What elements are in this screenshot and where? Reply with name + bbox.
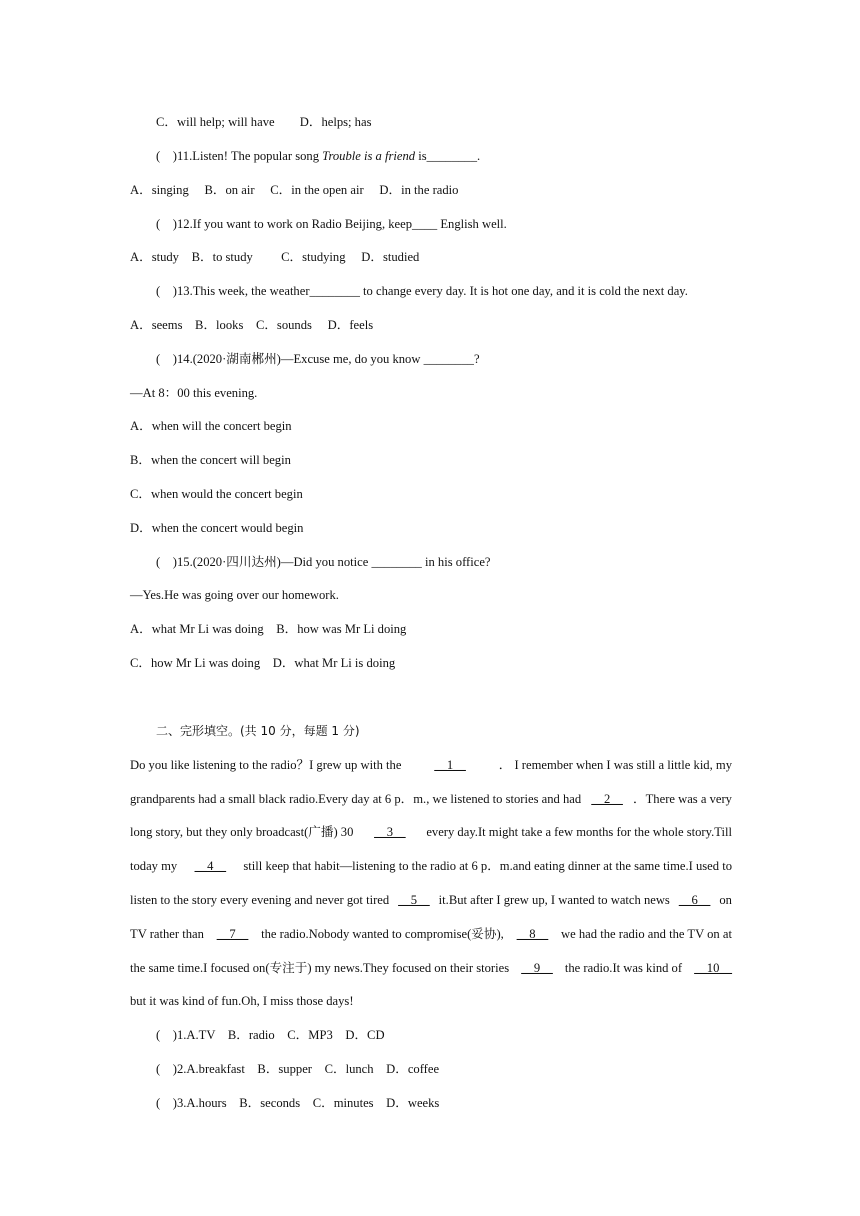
q12-options: A．study B．to study C．studying D．studied: [130, 250, 420, 264]
q15-answer: —Yes.He was going over our homework.: [130, 588, 339, 602]
section-heading-cloze: 二、完形填空。(共 10 分，每题 1 分): [156, 724, 360, 738]
q11-stem-post: is________.: [415, 149, 481, 163]
passage-text: the radio.It was kind of: [564, 961, 683, 975]
blank-10: __10__: [694, 961, 732, 975]
passage-text: it.But after I grew up, I wanted to watch news: [438, 893, 670, 907]
cloze-q1: ( )1.A.TV B．radio C．MP3 D．CD: [156, 1028, 385, 1042]
q14-answer: —At 8：00 this evening.: [130, 386, 258, 400]
q15-options-cd: C．how Mr Li was doing D．what Mr Li is doing: [130, 656, 396, 670]
q14-option-a: A．when will the concert begin: [130, 419, 292, 433]
passage-line-4: [130, 858, 732, 874]
q10-options-cd: C．will help; will have D．helps; has: [156, 115, 372, 129]
q11-song-title: Trouble is a friend: [322, 149, 416, 163]
passage-text: ．There was a very: [633, 792, 732, 806]
blank-4: __4__: [194, 859, 227, 873]
passage-text: TV rather than: [130, 927, 204, 941]
passage-text: today my: [130, 859, 178, 873]
blank-5: __5__: [398, 893, 430, 907]
passage-text: we had the radio and the TV on at: [561, 927, 732, 941]
passage-line-8: but it was kind of fun.Oh, I miss those days!: [130, 994, 354, 1008]
q13-options: A．seems B．looks C．sounds D．feels: [130, 318, 374, 332]
passage-line-6: [130, 926, 732, 942]
q15-stem: ( )15.(2020·四川达州)—Did you notice ________ in his office?: [156, 555, 491, 569]
passage-line-7: [130, 960, 732, 976]
passage-line-5: [130, 892, 732, 908]
q12-stem: ( )12.If you want to work on Radio Beijing, keep____ English well.: [156, 217, 507, 231]
cloze-q2: ( )2.A.breakfast B．supper C．lunch D．coffee: [156, 1062, 440, 1076]
q14-option-d: D．when the concert would begin: [130, 521, 304, 535]
passage-text: still keep that habit—listening to the radio at 6 p．m.and eating dinner at the same time.I used to: [243, 859, 732, 873]
passage-line-3: [130, 824, 732, 840]
q11-stem-pre: ( )11.Listen! The popular song: [156, 149, 323, 163]
q15-options-ab: A．what Mr Li was doing B．how was Mr Li doing: [130, 622, 407, 636]
blank-6: __6__: [678, 893, 711, 907]
passage-text: long story, but they only broadcast(广播) 30: [130, 825, 354, 839]
q14-stem: ( )14.(2020·湖南郴州)—Excuse me, do you know ________?: [156, 352, 480, 366]
q14-option-b: B．when the concert will begin: [130, 453, 291, 467]
q11-stem: [156, 148, 480, 164]
blank-9: __9__: [521, 961, 553, 975]
passage-line-2: [130, 791, 732, 807]
q11-options: A．singing B．on air C．in the open air D．in the radio: [130, 183, 459, 197]
passage-text: listen to the story every evening and never got tired: [130, 893, 390, 907]
passage-text: the same time.I focused on(专注于) my news.They focused on their stories: [130, 961, 510, 975]
blank-7: __7__: [216, 927, 249, 941]
blank-2: __2__: [591, 792, 623, 806]
passage-text: ． I remember when I was still a little kid, my: [498, 758, 732, 772]
blank-8: __8__: [516, 927, 549, 941]
passage-text: on: [719, 893, 732, 907]
passage-text: grandparents had a small black radio.Every day at 6 p．m., we listened to stories and had: [130, 792, 582, 806]
passage-text: Do you like listening to the radio？I grew up with the: [130, 758, 402, 772]
passage-line-1: [130, 757, 732, 773]
cloze-q3: ( )3.A.hours B．seconds C．minutes D．weeks: [156, 1096, 440, 1110]
q14-option-c: C．when would the concert begin: [130, 487, 303, 501]
passage-text: every day.It might take a few months for the whole story.Till: [426, 825, 732, 839]
blank-3: __3__: [374, 825, 406, 839]
passage-text: the radio.Nobody wanted to compromise(妥协),: [261, 927, 504, 941]
blank-1: __1__: [434, 758, 466, 772]
q13-stem: ( )13.This week, the weather________ to change every day. It is hot one day, and it is cold the next day.: [156, 284, 688, 298]
